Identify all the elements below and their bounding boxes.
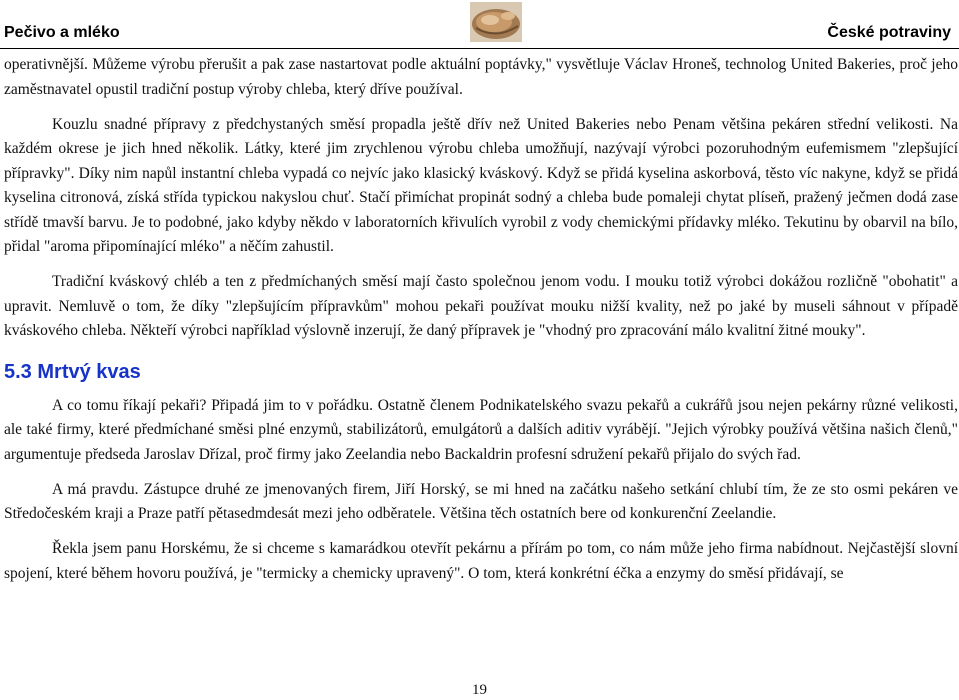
page-number: 19 bbox=[472, 682, 487, 698]
section-heading bbox=[4, 360, 958, 384]
body-paragraph: A má pravdu. Zástupce druhé ze jmenovaných firem, Jiří Horský, se mi hned na začátku našeho setkání chlubí tím, že ze sto osmi pekáren ve Středočeském kraji a Praze patří pětasedmdesát mezi jeho odběratele. Většina těch ostatních bere od konkurenční Zeelandie. bbox=[4, 480, 958, 522]
body-paragraph: Řekla jsem panu Horskému, že si chceme s kamarádkou otevřít pekárnu a přírám po tom, co nám může jeho firma nabídnout. Nejčastější slovní spojení, které během hovoru používá, je "termicky a chemicky upravený". O tom, která konkrétní éčka a enzymy do směsí přidávají, se bbox=[4, 540, 958, 582]
article-body bbox=[4, 53, 958, 597]
running-header-right: České potraviny bbox=[827, 24, 951, 41]
bread-photo-icon bbox=[470, 2, 522, 42]
body-paragraph: Kouzlu snadné přípravy z předchystaných směsí propadla ještě dřív než United Bakeries nebo Penam většina pekáren střední velikosti. Na každém okrese je jich hned několik. Látky, které jim zrychlenou výrobu chleba umožňují, nazývají výrobci pozoruhodným eufemismem "zlepšující přípravky". Díky nim napůl instantní chleba vypadá co nejvíc jako klasický kváskový. Když se přidá kyselina askorbová, těsto víc nakyne, když se přidá kyselina citronová, získá střída typickou nakyslou chuť. Stačí přimíchat propinát sodný a chleba bude pomaleji chytat plíseň, pražený ječmen dodá zase střídě tmavší barvu. Je to podobné, jako kdyby někdo v laboratorních křivulích vyrobil z vody chemickými přídavky mléko. Tekutinu by obarvil na bílo, přidal "aroma připomínající mléko" a něčím zahustil. bbox=[4, 115, 958, 255]
section-number: 5.3 bbox=[4, 360, 32, 383]
page-header bbox=[0, 0, 959, 50]
section-title: Mrtvý kvas bbox=[37, 360, 141, 383]
body-paragraph: Tradiční kváskový chléb a ten z předmíchaných směsí mají často společnou jenom vodu. I mouku totiž výrobci dokážou rozličně "obohatit" a upravit. Nemluvě o tom, že díky "zlepšujícím přípravkům" mohou pekaři používat mouku nižší kvality, než po jaké by museli sáhnout v případě kváskového chleba. Někteří výrobci například výslovně inzerují, že daný přípravek je "vhodný pro zpracování málo kvalitní žitné mouky". bbox=[4, 273, 958, 339]
body-paragraph: operativnější. Můžeme výrobu přerušit a pak zase nastartovat podle aktuální poptávky," vysvětluje Václav Hroneš, technolog United Bakeries, proč jeho zaměstnavatel opustil tradiční postup výroby chleba, který dříve používal. bbox=[4, 56, 958, 98]
running-header-left: Pečivo a mléko bbox=[4, 24, 120, 41]
body-paragraph: A co tomu říkají pekaři? Připadá jim to v pořádku. Ostatně členem Podnikatelského svazu pekařů a cukrářů jsou nejen pekárny různé velikosti, ale také firmy, které předmíchané směsi plné enzymů, stabilizátorů, emulgátorů a dalších aditiv vyrábějí. "Jejich výrobky používá většina našich členů," argumentuje předseda Jaroslav Dřízal, proč firmy jako Zeelandia nebo Backaldrin profesní sdružení pekařů přijalo do svých řad. bbox=[4, 396, 958, 463]
header-divider bbox=[0, 48, 959, 49]
